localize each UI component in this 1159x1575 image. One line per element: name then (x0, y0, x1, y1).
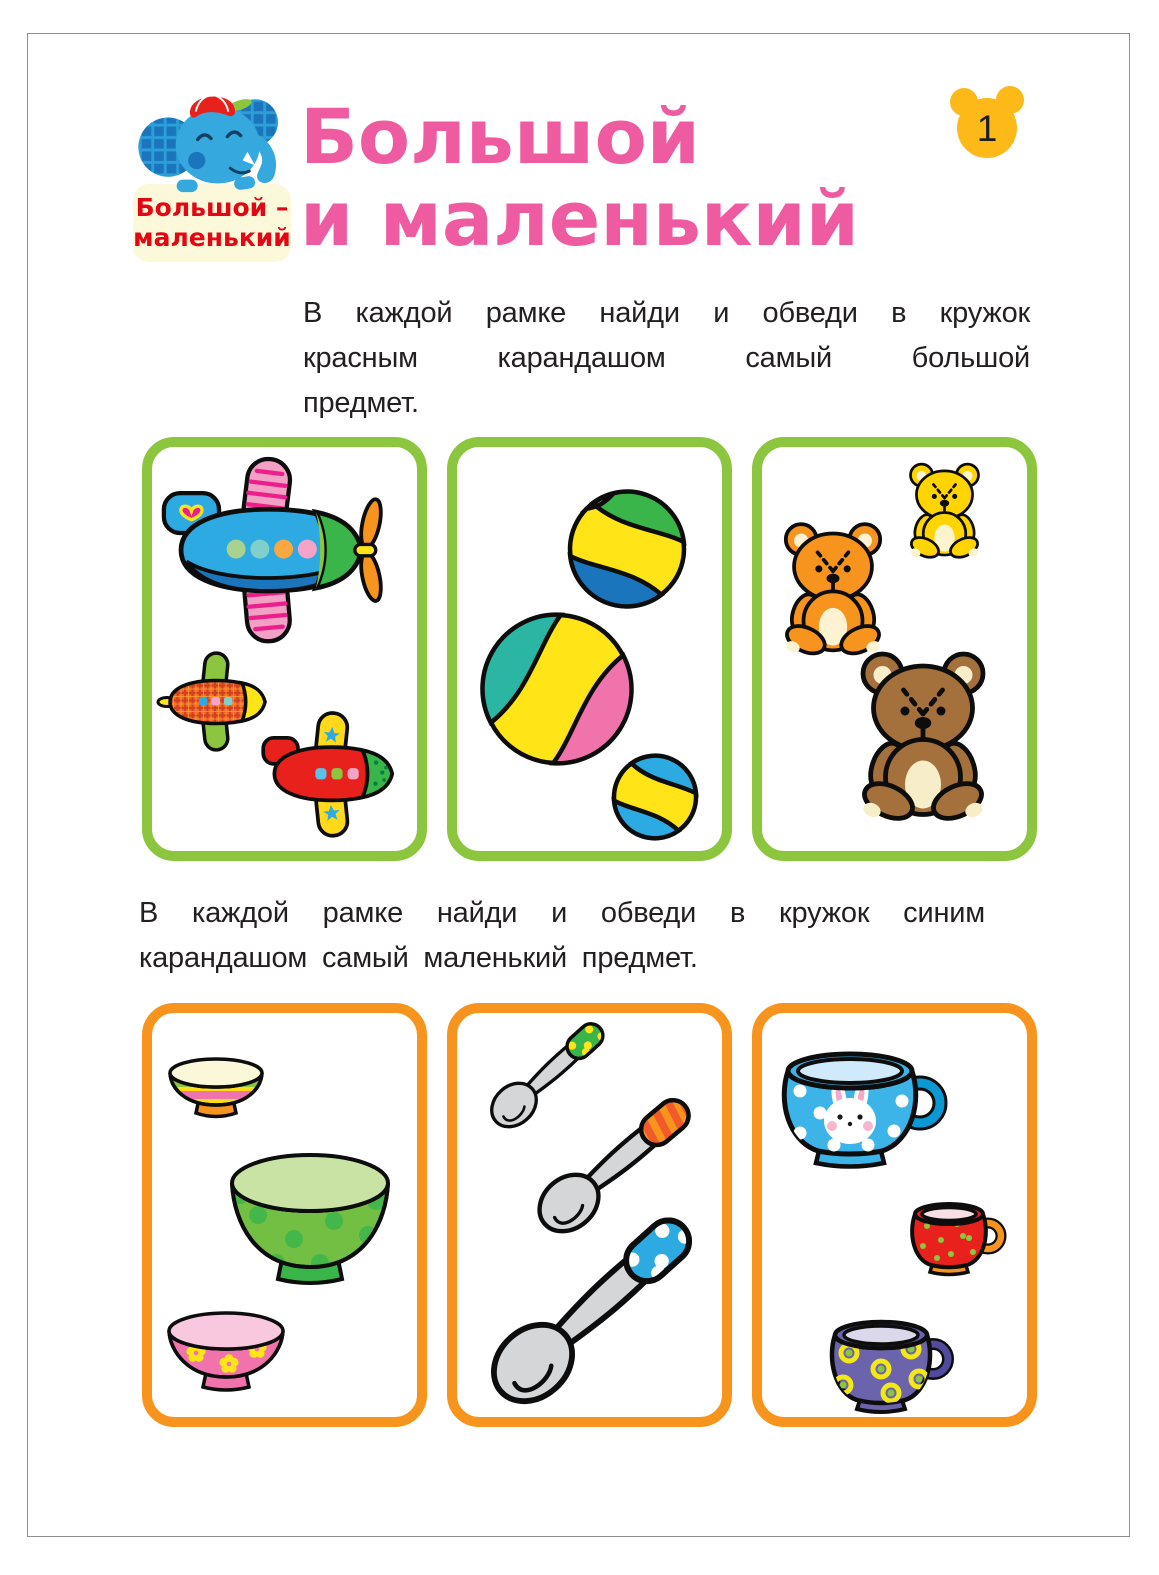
small-red-cup (912, 1204, 1001, 1275)
small-yellow-teddy-bear (908, 464, 980, 561)
instruction-line: карандашом самый маленький предмет. (139, 942, 698, 974)
big-blue-bunny-cup (784, 1054, 940, 1167)
mascot-badge-line1: Большой – (135, 193, 289, 222)
page-number-marker (944, 84, 1038, 162)
frame-teddy-bears (752, 437, 1037, 861)
small-blue-yellow-ball (607, 749, 702, 845)
page-title (300, 92, 859, 263)
medium-orange-handle-spoon (528, 1084, 704, 1243)
instruction-find-smallest (139, 891, 985, 981)
small-striped-bowl (170, 1059, 262, 1117)
page-number: 1 (976, 108, 998, 149)
big-green-dotted-bowl (231, 1155, 388, 1283)
page-title-line1: Большой (300, 92, 701, 181)
medium-green-blue-ball (563, 484, 692, 614)
medium-pink-flower-bowl (169, 1313, 283, 1390)
instruction-line: красным карандашом самый большой (303, 342, 1030, 374)
elephant-mascot-icon (136, 84, 290, 194)
frame-cups (752, 1003, 1037, 1427)
big-blue-airplane (164, 457, 385, 643)
instruction-line: В каждой рамке найди и обведи в кружок (303, 297, 1030, 329)
frame-airplanes (142, 437, 427, 861)
medium-purple-cup (832, 1322, 948, 1412)
instruction-find-biggest (303, 291, 1030, 426)
frame-bowls (142, 1003, 427, 1427)
medium-red-airplane (263, 712, 392, 837)
small-orange-airplane (158, 652, 265, 751)
frame-spoons (447, 1003, 732, 1427)
big-teal-pink-ball (463, 596, 651, 783)
instruction-line: В каждой рамке найди и обведи в кружок синим (139, 897, 985, 929)
frame-balls (447, 437, 732, 861)
page-title-line2: и маленький (300, 174, 859, 263)
big-blue-handle-spoon (479, 1201, 708, 1417)
mascot-badge-line2: маленький (133, 223, 291, 252)
small-green-handle-spoon (483, 1013, 613, 1135)
big-brown-teddy-bear (859, 654, 987, 825)
mascot-badge (133, 184, 291, 262)
medium-orange-teddy-bear (783, 524, 884, 659)
instruction-line: предмет. (303, 387, 419, 419)
